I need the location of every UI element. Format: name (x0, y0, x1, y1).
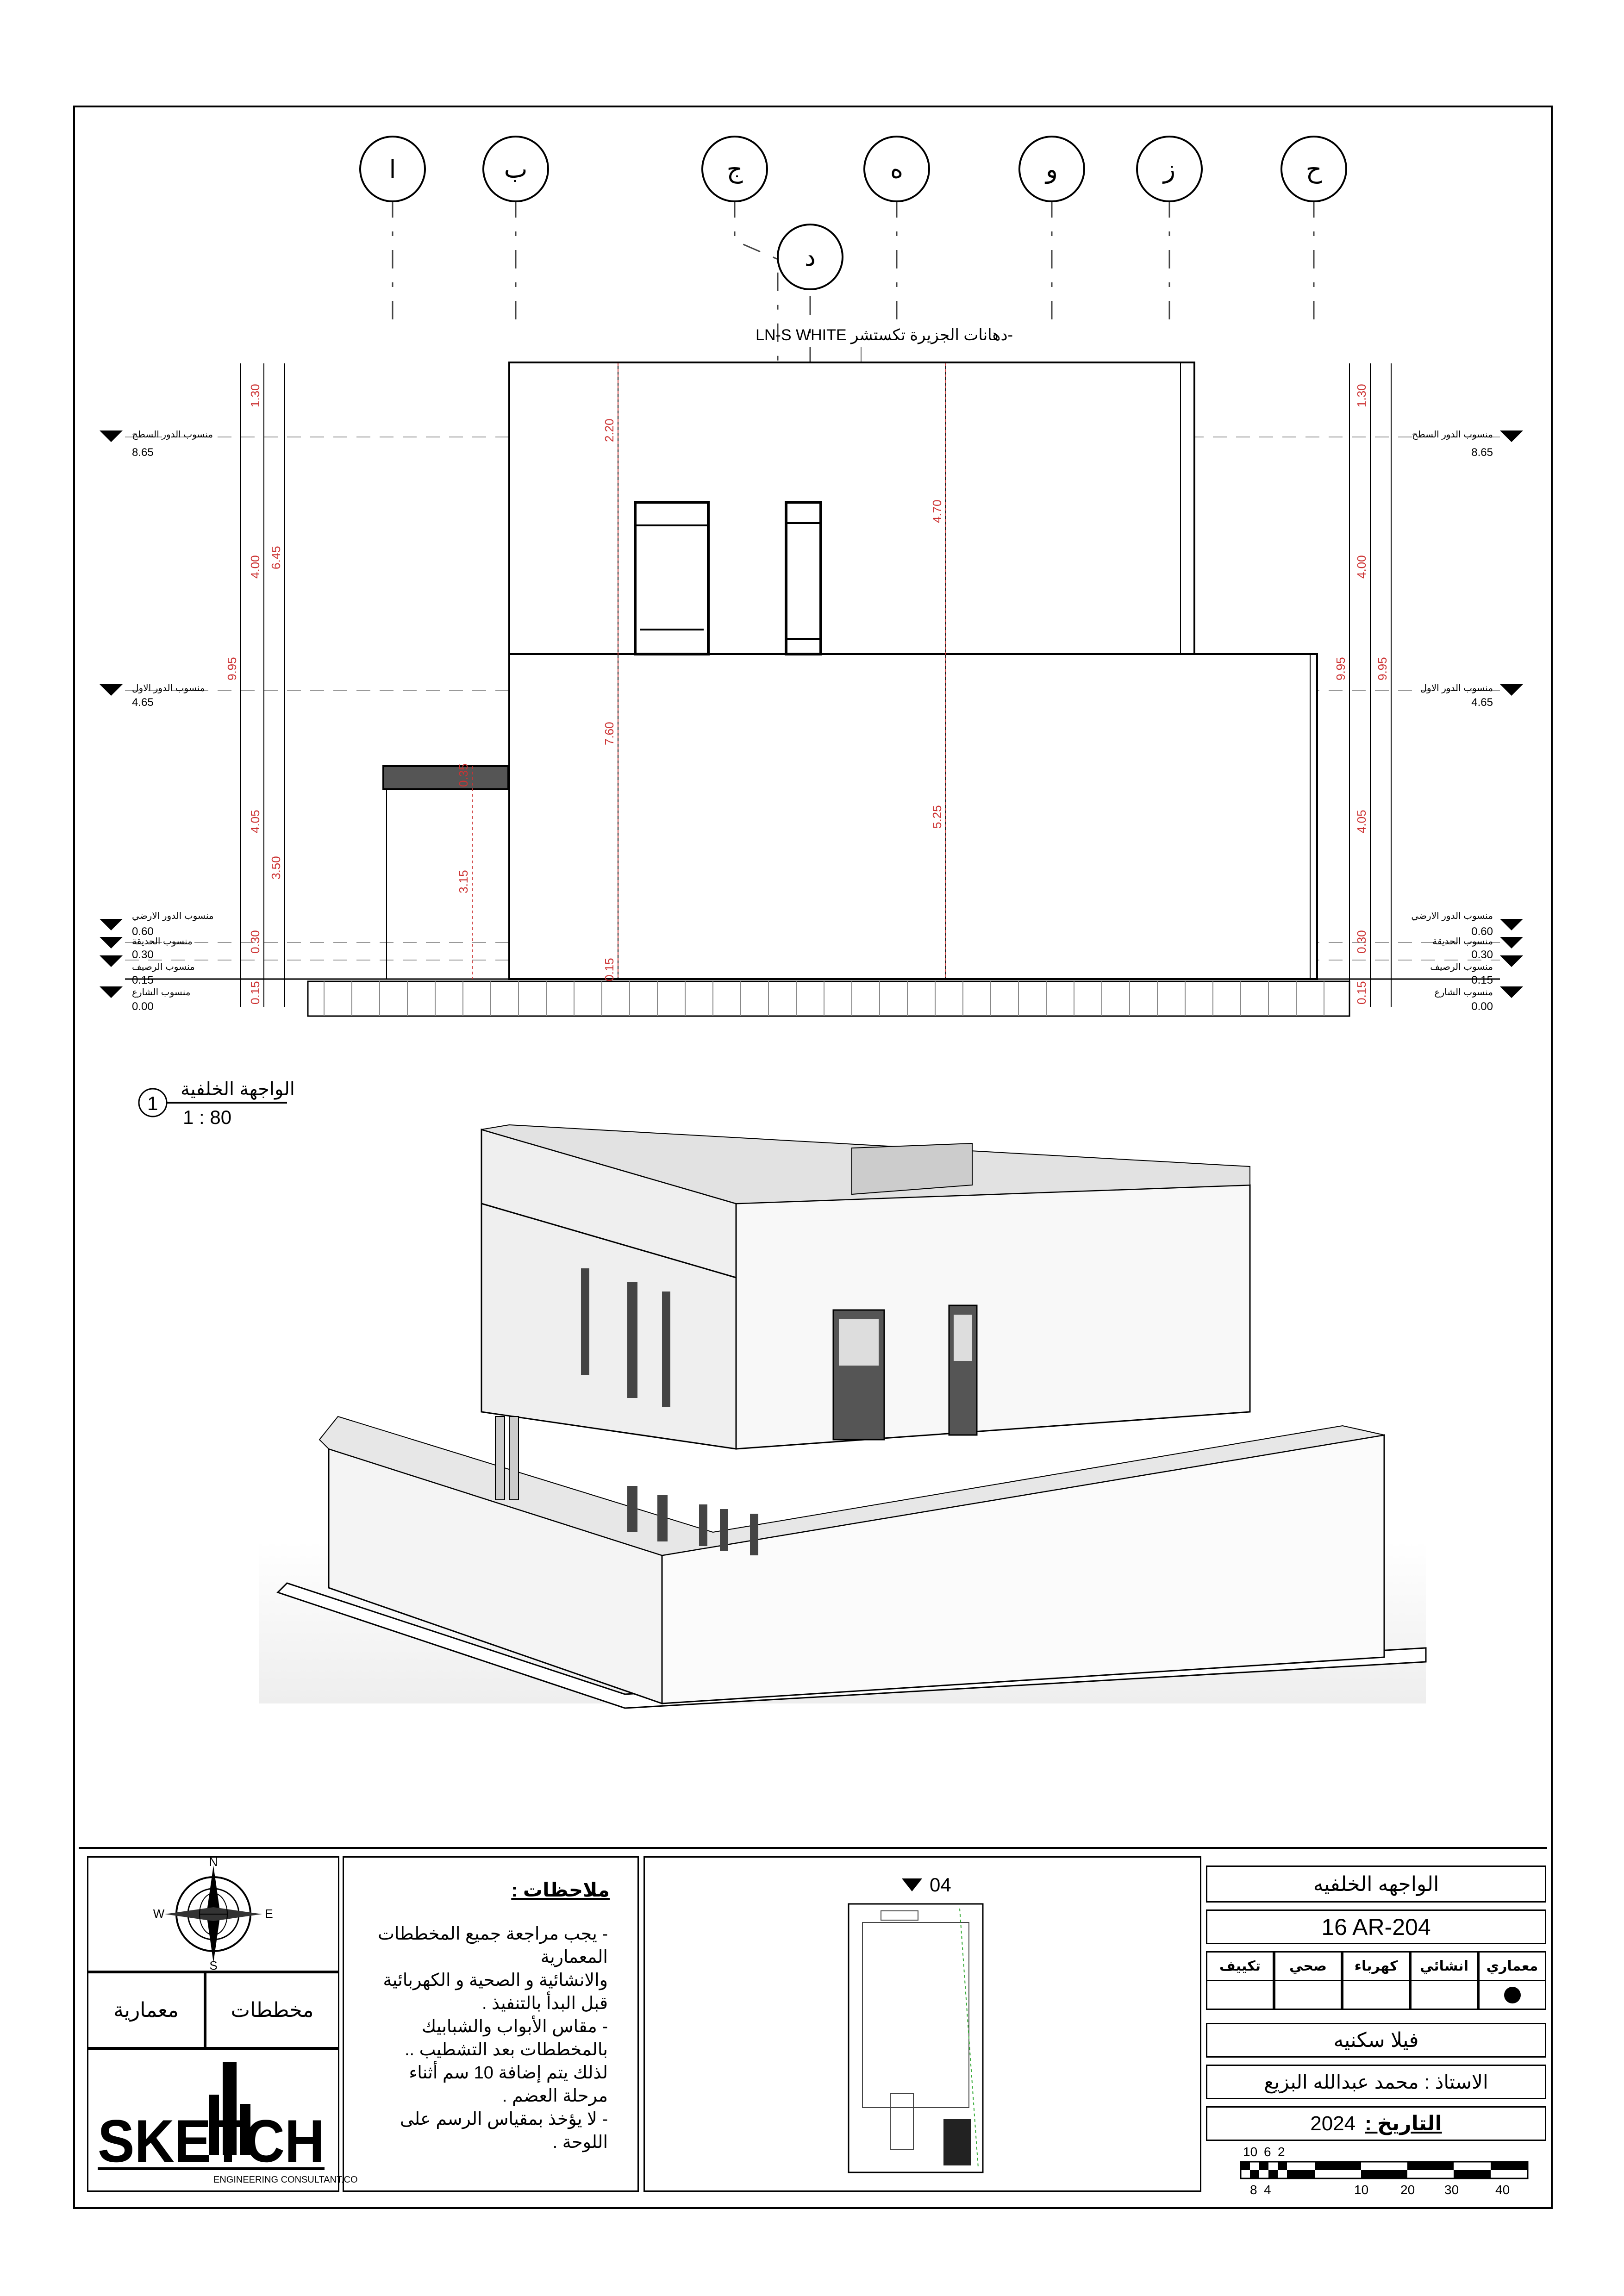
check-dot-icon (1504, 1987, 1521, 2003)
discipline-structural: انشائي (1410, 1951, 1478, 1981)
ground-hatch (308, 981, 1349, 1016)
dim-015-left: 0.15 (248, 981, 262, 1004)
level-value-garden-right: 0.30 (1471, 948, 1493, 961)
discipline-hvac: تكييف (1206, 1951, 1274, 1981)
grid-label-4: د (804, 243, 816, 271)
dim-015-right: 0.15 (1355, 981, 1368, 1004)
svg-text:W: W (153, 1907, 164, 1921)
perspective-render (0, 1102, 1624, 1750)
svg-text:4: 4 (1264, 2183, 1271, 2197)
note-3: - مقاس الأبواب والشبابيك بالمخططات بعد التشطيب .. (404, 2017, 608, 2059)
date-value: 2024 (1310, 2112, 1356, 2135)
grid-label-5: ه (890, 156, 904, 183)
svg-text:SKETCH: SKETCH (97, 2107, 325, 2175)
dim-130-left: 1.30 (248, 384, 262, 407)
grid-label-8: ح (1305, 156, 1322, 183)
svg-text:N: N (209, 1855, 218, 1869)
category-right: مخططات (205, 1972, 339, 2048)
svg-text:E: E (264, 1907, 273, 1921)
dim-405-left: 4.05 (248, 810, 262, 833)
category-left: معمارية (87, 1972, 205, 2048)
svg-text:6: 6 (1264, 2145, 1271, 2159)
dim-470: 4.70 (930, 499, 944, 523)
material-note: LN-S WHITE دهانات الجزيرة تكستشر- (756, 326, 1013, 344)
dim-035: 0.35 (456, 763, 470, 787)
level-name-roof-right: منسوب الدور السطح (1412, 430, 1493, 440)
grid-label-2: ب (504, 156, 528, 183)
grid-label-3: ج (726, 156, 743, 183)
view-title: الواجهة الخلفية (181, 1079, 295, 1099)
keyplan-label: 04 (930, 1874, 951, 1896)
dim-995-right-b: 9.95 (1375, 657, 1389, 680)
note-4: لذلك يتم إضافة 10 سم أثناء مرحلة العضم . (409, 2063, 608, 2106)
level-value-street-right: 0.00 (1471, 1000, 1493, 1013)
dim-350: 3.50 (269, 856, 283, 880)
svg-text:40: 40 (1495, 2183, 1510, 2197)
sheet-title: الواجهه الخلفيه (1206, 1866, 1546, 1903)
logo-cell (87, 2048, 358, 2192)
dim-030-left: 0.30 (248, 930, 262, 954)
canopy (383, 766, 508, 789)
grid-label-7: ز (1163, 156, 1176, 183)
notes-title: ملاحظات : (511, 1879, 610, 1901)
level-value-roof-right: 8.65 (1471, 446, 1493, 459)
compass-icon (153, 1855, 274, 1972)
sketch-logo (93, 2053, 358, 2187)
keyplan-cell (643, 1856, 1201, 2192)
grid-label-1: ا (389, 156, 396, 183)
level-value-ground-right: 0.60 (1471, 925, 1493, 938)
check-architectural (1478, 1980, 1546, 2010)
dim-400-right: 4.00 (1355, 555, 1368, 579)
date-cell (1206, 2106, 1546, 2141)
dim-645: 6.45 (269, 546, 283, 569)
discipline-architectural: معماري (1478, 1951, 1546, 1981)
level-value-roof-left: 8.65 (132, 446, 154, 459)
dim-995-right-a: 9.95 (1334, 657, 1348, 680)
level-value-ground-left: 0.60 (132, 925, 154, 938)
level-name-garden-left: منسوب الحديقة (132, 936, 193, 947)
svg-text:10: 10 (1354, 2183, 1369, 2197)
lower-right-wall (662, 1435, 1384, 1703)
discipline-table (1206, 1951, 1546, 2014)
svg-text:2: 2 (1278, 2145, 1285, 2159)
date-label: التاريخ : (1365, 2112, 1442, 2135)
level-name-street-left: منسوب الشارع (132, 987, 191, 998)
svg-text:8: 8 (1250, 2183, 1257, 2197)
view-scale: 1 : 80 (183, 1106, 232, 1128)
level-value-garden-left: 0.30 (132, 948, 154, 961)
check-electrical (1342, 1980, 1410, 2010)
dim-995-left: 9.95 (225, 657, 239, 680)
project-name: فيلا سكنيه (1206, 2023, 1546, 2058)
discipline-plumbing: صحي (1274, 1951, 1342, 1981)
level-value-sidewalk-left: 0.15 (132, 974, 154, 986)
level-name-sidewalk-left: منسوب الرصيف (132, 962, 195, 972)
dim-525: 5.25 (930, 805, 944, 829)
keyplan-drawing (844, 1899, 987, 2177)
view-number: 1 (147, 1092, 158, 1114)
check-hvac (1206, 1980, 1274, 2010)
scale-bar (1222, 2143, 1537, 2199)
note-2: والانشائية و الصحية و الكهربائية قبل البدأ بالتنفيذ . (383, 1971, 608, 2013)
dim-400-left: 4.00 (248, 555, 262, 579)
note-1: - يجب مراجعة جميع المخططات المعمارية (378, 1924, 608, 1967)
level-value-street-left: 0.00 (132, 1000, 154, 1013)
grid-label-6: و (1045, 156, 1058, 183)
sheet-number: 16 AR-204 (1206, 1909, 1546, 1944)
upper-volume (509, 362, 1194, 654)
compass-cell (87, 1856, 339, 1972)
keyplan-arrow-icon (902, 1878, 922, 1891)
notes-list (362, 1922, 608, 2154)
level-name-ground-right: منسوب الدور الارضي (1411, 911, 1493, 921)
level-name-street-right: منسوب الشارع (1434, 987, 1493, 998)
svg-text:ENGINEERING CONSULTANT.CO: ENGINEERING CONSULTANT.CO (213, 2175, 358, 2185)
level-name-roof-left: منسوب الدور السطح (132, 430, 213, 440)
svg-text:30: 30 (1444, 2183, 1459, 2197)
dim-030-right: 0.30 (1355, 930, 1368, 954)
notes-cell (343, 1856, 639, 2192)
client-name: الاستاذ : محمد عبدالله البزيع (1206, 2065, 1546, 2099)
level-value-first-left: 4.65 (132, 696, 154, 709)
dim-015-mid: 0.15 (602, 958, 616, 981)
dim-130-right: 1.30 (1355, 384, 1368, 407)
level-name-garden-right: منسوب الحديقة (1432, 936, 1493, 947)
svg-text:20: 20 (1400, 2183, 1415, 2197)
lower-volume (509, 654, 1317, 979)
level-value-first-right: 4.65 (1471, 696, 1493, 709)
rear-elevation-drawing (0, 0, 1624, 1065)
svg-text:S: S (209, 1959, 218, 1972)
window-2 (786, 502, 821, 654)
level-name-first-left: منسوب الدور الاول (132, 683, 205, 693)
dim-315: 3.15 (456, 870, 470, 893)
level-name-ground-left: منسوب الدور الارضي (132, 911, 214, 921)
dim-760: 7.60 (602, 722, 616, 745)
svg-text:10: 10 (1243, 2145, 1258, 2159)
dim-405-right: 4.05 (1355, 810, 1368, 833)
check-plumbing (1274, 1980, 1342, 2010)
upper-right-face (736, 1185, 1250, 1449)
discipline-electrical: كهرباء (1342, 1951, 1410, 1981)
check-structural (1410, 1980, 1478, 2010)
dim-220: 2.20 (602, 418, 616, 442)
roof-parapet (852, 1143, 972, 1194)
level-value-sidewalk-right: 0.15 (1471, 974, 1493, 986)
level-name-first-right: منسوب الدور الاول (1420, 683, 1493, 693)
level-name-sidewalk-right: منسوب الرصيف (1430, 962, 1493, 972)
note-5: - لا يؤخذ بمقياس الرسم على اللوحة . (400, 2109, 608, 2152)
